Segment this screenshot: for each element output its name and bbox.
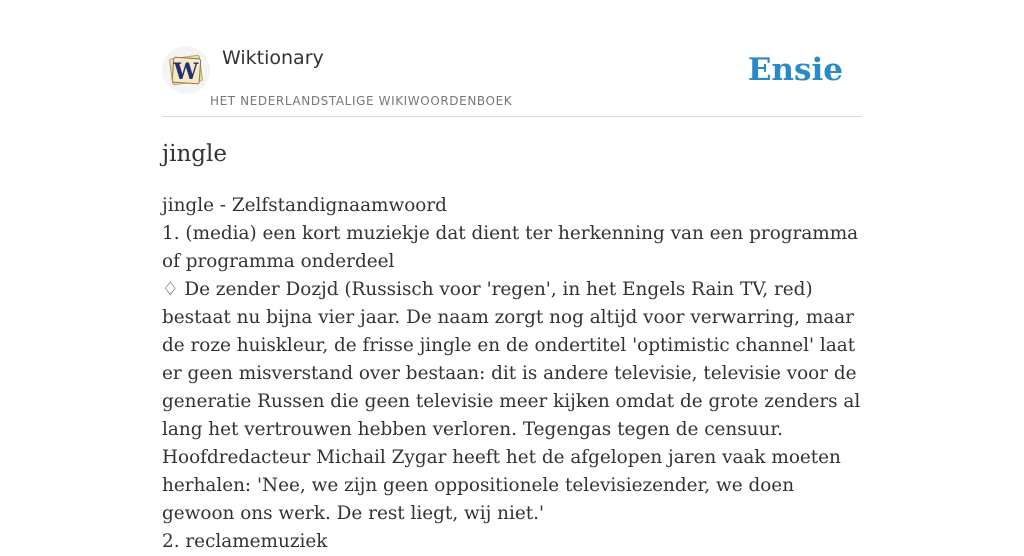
site-header	[162, 38, 862, 117]
wiktionary-logo-icon[interactable]	[162, 46, 210, 94]
example-quote: ♢ De zender Dozjd (Russisch voor 'regen', in het Engels Rain TV, red) bestaat nu bijna vier jaar. De naam zorgt nog altijd voor verwarring, maar de roze huiskleur, de frisse jingle en de ondertitel 'optimistic channel' laat er geen misverstand over bestaan: dit is andere televisie, televisie voor de generatie Russen die geen televisie meer kijken omdat de grote zenders al lang het vertrouwen hebben verloren. Tegengas tegen de censuur. Hoofdredacteur Michail Zygar heeft het de afgelopen jaren vaak moeten herhalen: 'Nee, we zijn geen oppositionele televisiezender, we doen gewoon ons werk. De rest liegt, wij niet.'	[162, 279, 861, 524]
definition-item: 2. reclamemuziek	[162, 531, 328, 552]
part-of-speech-line: jingle - Zelfstandignaamwoord	[162, 195, 447, 216]
ensie-brand-link[interactable]: Ensie	[747, 52, 843, 88]
site-name[interactable]: Wiktionary	[222, 47, 324, 69]
page-title: jingle	[162, 141, 227, 167]
definition-item: 1. (media) een kort muziekje dat dient ter herkenning van een programma of programma onderdeel	[162, 223, 859, 272]
logo-letter: W	[173, 59, 199, 85]
site-tagline: HET NEDERLANDSTALIGE WIKIWOORDENBOEK	[210, 94, 513, 108]
entry-content	[162, 192, 867, 556]
wiktionary-w-logo-icon	[168, 52, 204, 88]
